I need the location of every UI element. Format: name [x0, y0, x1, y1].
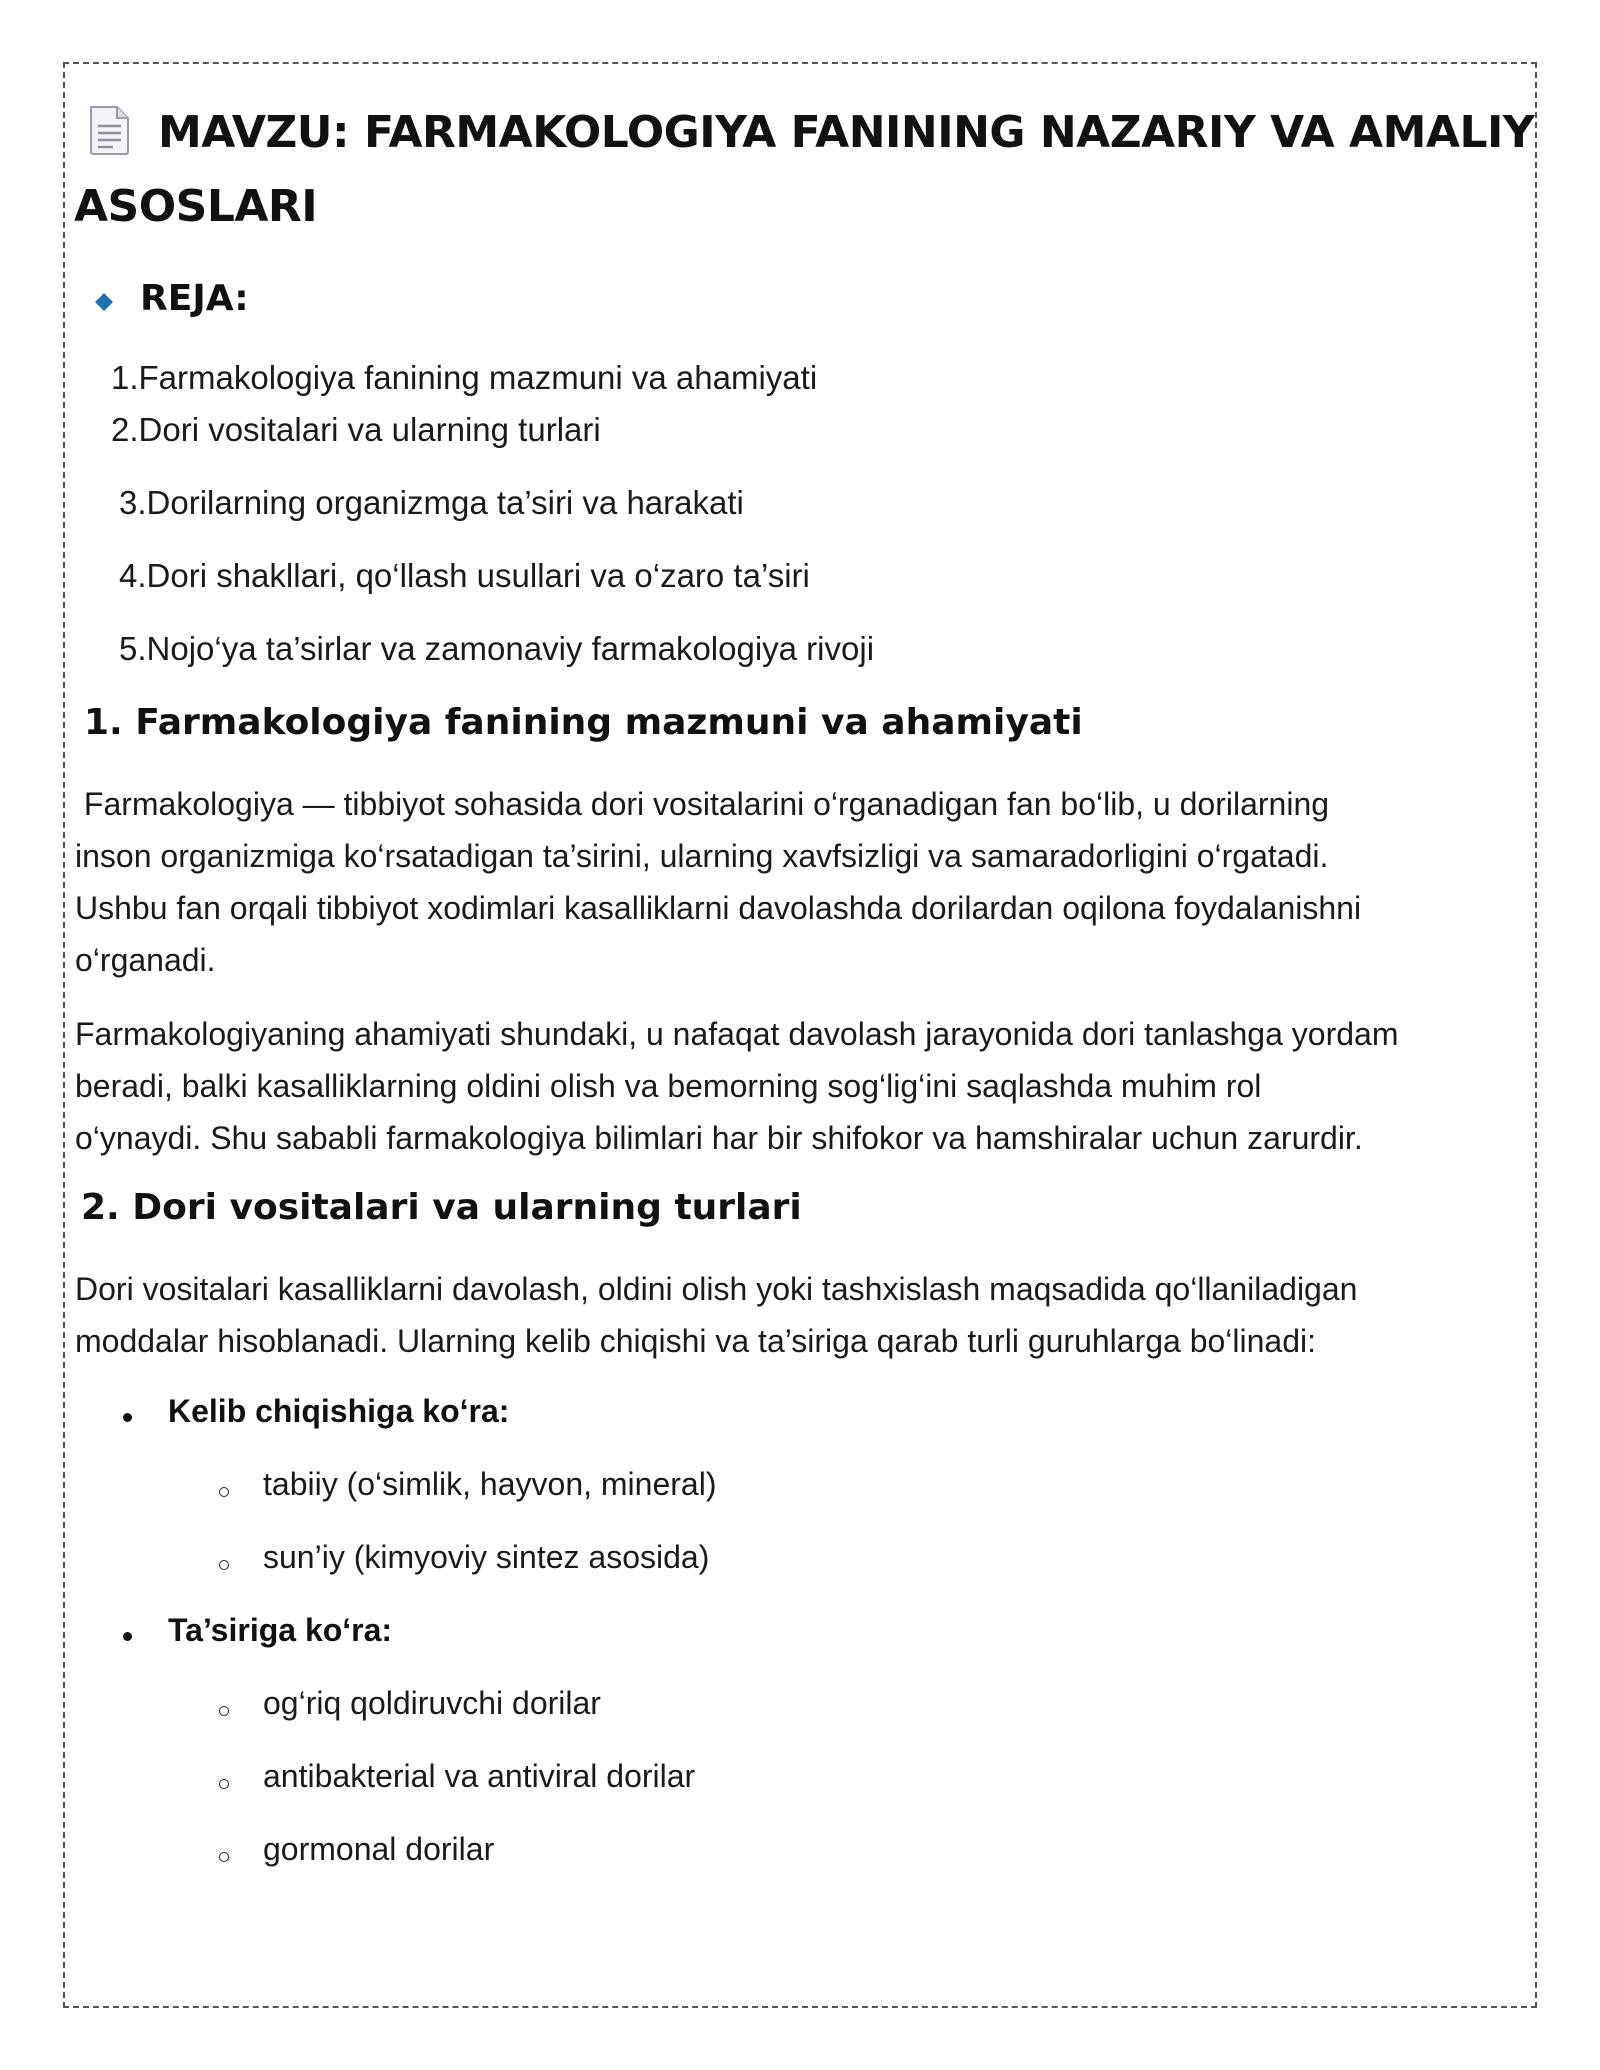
plan-item-4: 4.Dori shakllari, qo‘llash usullari va o‘zaro ta’siri [119, 557, 810, 594]
circle-bullet-icon [219, 1852, 229, 1862]
section-1-heading: 1. Farmakologiya fanining mazmuni va ahamiyati [84, 702, 1083, 743]
paragraph-line: Farmakologiya — tibbiyot sohasida dori vositalarini o‘rganadigan fan bo‘lib, u dorilarning [75, 786, 1330, 822]
circle-bullet-icon [219, 1487, 229, 1497]
paragraph-line: Farmakologiyaning ahamiyati shundaki, u nafaqat davolash jarayonida dori tanlashga yordam [75, 1016, 1399, 1052]
paragraph-line: moddalar hisoblanadi. Ularning kelib chiqishi va ta’siriga qarab turli guruhlarga bo‘linadi: [75, 1323, 1317, 1359]
blue-diamond-icon [94, 292, 114, 312]
group-label-origin: Kelib chiqishiga ko‘ra: [168, 1393, 510, 1429]
bullet-dot-icon [123, 1632, 132, 1641]
document-icon [87, 104, 131, 156]
group-origin-item-1: tabiiy (o‘simlik, hayvon, mineral) [263, 1466, 717, 1502]
paragraph-line: o‘ynaydi. Shu sababli farmakologiya bilimlari har bir shifokor va hamshiralar uchun zarurdir. [75, 1120, 1363, 1156]
section-2-heading: 2. Dori vositalari va ularning turlari [81, 1187, 802, 1228]
paragraph-line: o‘rganadi. [75, 942, 216, 978]
plan-item-2: 2.Dori vositalari va ularning turlari [111, 411, 601, 448]
page-title-line-1: MAVZU: FARMAKOLOGIYA FANINING NAZARIY VA AMALIY [158, 107, 1535, 158]
circle-bullet-icon [219, 1779, 229, 1789]
section-1-paragraph-2 [75, 1008, 1535, 1164]
plan-heading: REJA: [140, 278, 249, 319]
section-1-paragraph-1 [75, 778, 1535, 986]
group-effect-item-2: antibakterial va antiviral dorilar [263, 1758, 696, 1794]
group-effect-item-3: gormonal dorilar [263, 1831, 495, 1867]
page-title-line-2: ASOSLARI [74, 181, 318, 232]
plan-item-1: 1.Farmakologiya fanining mazmuni va ahamiyati [111, 359, 818, 396]
circle-bullet-icon [219, 1706, 229, 1716]
plan-item-3: 3.Dorilarning organizmga ta’siri va harakati [119, 484, 744, 521]
plan-item-5: 5.Nojo‘ya ta’sirlar va zamonaviy farmakologiya rivoji [119, 630, 875, 667]
paragraph-line: Ushbu fan orqali tibbiyot xodimlari kasalliklarni davolashda dorilardan oqilona foydalanishni [75, 890, 1362, 926]
group-effect-item-1: og‘riq qoldiruvchi dorilar [263, 1685, 601, 1721]
paragraph-line: Dori vositalari kasalliklarni davolash, oldini olish yoki tashxislash maqsadida qo‘llaniladigan [75, 1271, 1358, 1307]
section-2-paragraph [75, 1263, 1535, 1367]
group-label-effect: Ta’siriga ko‘ra: [168, 1612, 393, 1648]
group-origin-item-2: sun’iy (kimyoviy sintez asosida) [263, 1539, 710, 1575]
bullet-dot-icon [123, 1413, 132, 1422]
paragraph-line: inson organizmiga ko‘rsatadigan ta’sirini, ularning xavfsizligi va samaradorligini o‘rgatadi. [75, 838, 1329, 874]
circle-bullet-icon [219, 1560, 229, 1570]
paragraph-line: beradi, balki kasalliklarning oldini olish va bemorning sog‘lig‘ini saqlashda muhim rol [75, 1068, 1262, 1104]
